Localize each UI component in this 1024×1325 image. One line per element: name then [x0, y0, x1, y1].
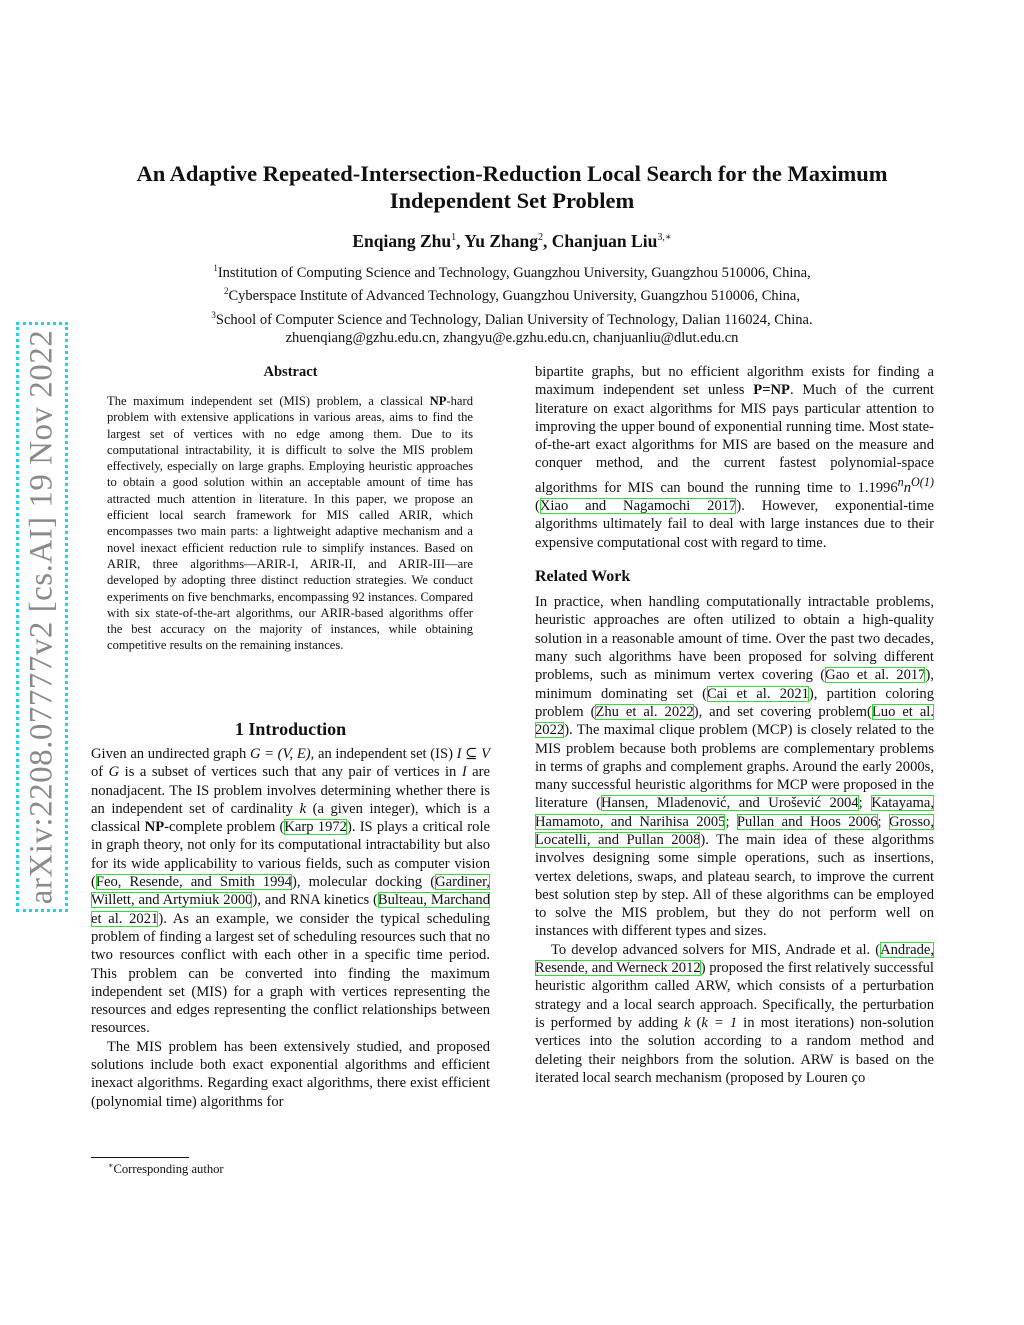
citation-link[interactable]: Bulteau, Marchand et al. 2021 [91, 892, 490, 927]
text: ), molecular docking ( [292, 874, 436, 891]
text: . Much of the current literature on exact algorithms for MIS pays particular attention to improving the upper bound of exponential running time. Most state-of-the-art exact algorithms for MIS are based on the measure and conquer method, and the current fastest polynomial-space algorithms for MIS can bound the running time to [535, 382, 934, 496]
affiliation-line [100, 259, 924, 282]
text: ( [535, 497, 540, 514]
text: are nonadjacent. The IS problem involves determining whether there is an independent set of cardinality [91, 764, 490, 817]
affiliation-line [100, 306, 924, 329]
right-column [535, 363, 934, 1087]
footnote [108, 1161, 224, 1177]
citation-link[interactable]: Gardiner, Willett, and Artymiuk 2000 [91, 874, 490, 909]
introduction-body [91, 745, 490, 1111]
arxiv-side-stamp [16, 322, 68, 912]
math-superscript: n [897, 474, 904, 489]
math: I ⊆ V [456, 746, 490, 762]
math: k [299, 800, 307, 817]
text: ; [725, 813, 737, 830]
abstract-text: -hard problem with extensive applications in various areas, aims to find the largest set of vertices with no edge among them. Due to its computational intractability, it is difficult to solve the MIS problem effectively, especially on large graphs. Employing heuristic approaches to obtain a good solution within an acceptable amount of time has attracted much attention in literature. In this paper, we propose an efficient local search framework for MIS called ARIR, which encompasses two main parts: a lightweight adaptive mechanism and a novel inexact efficient reduction rule to simplify instances. Based on ARIR, three algorithms—ARIR-I, ARIR-II, and ARIR-III—are developed by adopting three distinct reduction strategies. We conduct experiments on five benchmarks, encompassing 92 instances. Compared with six state-of-the-art algorithms, our ARIR-based algorithms offer the best accuracy on the majority of instances, while obtaining competitive results on the remaining instances. [107, 394, 473, 653]
math: 1.1996 [857, 479, 898, 496]
math-superscript: O(1) [911, 474, 934, 489]
citation-link[interactable]: Luo et al. 2022 [535, 703, 934, 739]
np-term: NP [144, 819, 165, 836]
paragraph [535, 941, 934, 1087]
np-term: NP [429, 394, 447, 408]
text: ), and RNA kinetics ( [252, 892, 378, 909]
affiliations [100, 259, 924, 347]
paragraph [535, 593, 934, 941]
section-heading-introduction: 1 Introduction [234, 719, 347, 739]
citation-link[interactable]: Katayama, Hamamoto, and Narihisa 2005 [535, 795, 935, 830]
citation-link[interactable]: Feo, Resende, and Smith 1994 [95, 874, 293, 891]
author-name: Yu Zhang [464, 231, 539, 251]
text: ). The maximal clique problem (MCP) is closely related to the MIS problem because both problems are complementary problems in terms of graphs and complement graphs. Around the early 2000s, many successful heuristic algorithms for MCP were proposed in the literature ( [535, 722, 934, 812]
citation-link[interactable]: Andrade, Resende, and Werneck 2012 [535, 941, 934, 977]
author-list: Enqiang Zhu$^1$, Yu Zhang$^2$, Chanjuan Liu$^{3,∗}$ [352, 231, 672, 251]
affiliation-line [100, 282, 924, 305]
text: -complete problem ( [164, 819, 285, 836]
affil-text: Institution of Computing Science and Technology, Guangzhou University, Guangzhou 510006, China, [217, 264, 811, 281]
text: Given an undirected graph [91, 746, 250, 762]
text: ; [858, 795, 872, 812]
text: (a given integer), which is a classical [91, 800, 491, 836]
citation-link[interactable]: Zhu et al. 2022 [595, 703, 694, 720]
text: of [91, 764, 109, 781]
affil-mark: 2 [224, 286, 229, 297]
math: G = (V, E) [249, 746, 311, 762]
author-name: Chanjuan Liu [551, 231, 658, 251]
abstract-text: The maximum independent set (MIS) problem, a classical [107, 394, 430, 408]
citation-link[interactable]: Gao et al. 2017 [825, 667, 926, 684]
text: ), minimum dominating set ( [535, 667, 934, 702]
citation-link[interactable]: Grosso, Locatelli, and Pullan 2008 [535, 813, 934, 848]
footnote-mark: ∗ [108, 1161, 114, 1170]
text: bipartite graphs, but no efficient algorithm exists for finding a maximum independent set unless [535, 364, 934, 399]
text: ). As an example, we consider the typical scheduling problem of finding a largest set of scheduling resources such that no two resources conflict with each other in a specific time period. This problem can be converted into finding the maximum independent set (MIS) for a graph with vertices representing the resources and edges representing the conflict relationships between resources. [91, 910, 490, 1037]
subsection-heading-related-work: Related Work [535, 567, 631, 585]
citation-link[interactable]: Hansen, Mladenović, and Urošević 2004 [601, 795, 859, 812]
text: in most iterations) non-solution vertices into the solution according to a random method and deleting their neighbors from the solution. ARW is based on the iterated local search mechanism (proposed by Louren ço [535, 1014, 934, 1086]
author-name: Enqiang Zhu [352, 231, 452, 251]
math: k [684, 1014, 691, 1031]
paper-title: An Adaptive Repeated-Intersection-Reduction Local Search for the Maximum Independent Set Problem [136, 161, 888, 213]
text: ; [877, 813, 889, 830]
paragraph [535, 363, 934, 552]
citation-link[interactable]: Cai et al. 2021 [707, 685, 809, 702]
paragraph [91, 745, 490, 1038]
affil-mark: 1 [213, 263, 218, 273]
footnote-text: Corresponding author [113, 1162, 224, 1177]
text: ) proposed the first relatively successful heuristic algorithm called ARW, which consists of a perturbation strategy and a local search approach. Specifically, the perturbation is performed by adding [535, 960, 934, 1031]
text: In practice, when handling computationally intractable problems, heuristic approaches are often utilized to obtain a high-quality solution in a reasonable amount of time. Over the past two decades, many such algorithms have been proposed for solving different problems, such as minimum vertex covering ( [535, 594, 934, 684]
abstract-body [107, 393, 473, 654]
affil-mark: 3 [211, 309, 216, 320]
text: ), and set covering problem( [693, 703, 872, 720]
text: ), partition coloring problem ( [535, 685, 934, 720]
math: I [461, 764, 467, 781]
author-emails: zhuenqiang@gzhu.edu.cn, zhangyu@e.gzhu.edu.cn, chanjuanliu@dlut.edu.cn [285, 329, 739, 346]
abstract-heading: Abstract [263, 364, 318, 380]
citation-link[interactable]: Pullan and Hoos 2006 [736, 813, 878, 830]
arxiv-identifier: arXiv:2208.07777v2 [cs.AI] 19 Nov 2022 [23, 329, 60, 905]
affil-text: Cyberspace Institute of Advanced Technology, Guangzhou University, Guangzhou 510006, China, [228, 288, 800, 305]
math: k = 1 [701, 1014, 738, 1031]
p-equals-np: P=NP [753, 382, 790, 399]
text: ). However, exponential-time algorithms ultimately fail to deal with large instances due to their expensive computational cost with regard to time. [535, 497, 934, 551]
footnote-rule [91, 1157, 189, 1158]
citation-link[interactable]: Xiao and Nagamochi 2017 [539, 497, 737, 514]
text: is a subset of vertices such that any pair of vertices in [119, 764, 462, 781]
author-affil-mark: 3,∗ [657, 232, 672, 244]
math: n [903, 479, 912, 496]
paragraph: The MIS problem has been extensively studied, and proposed solutions include both exact exponential algorithms and efficient inexact algorithms. Regarding exact algorithms, there exist efficient (polynomial time) algorithms for [91, 1038, 490, 1110]
affil-text: School of Computer Science and Technology, Dalian University of Technology, Dalian 116024, China. [215, 311, 813, 328]
math: G [108, 764, 120, 781]
text: , an independent set (IS) [310, 746, 457, 762]
text: ). The main idea of these algorithms involves designing some simple operations, such as insertions, vertex deletions, swaps, and plateau search, to improve the current best solution step by step. All of these algorithms can be employed to solve the MIS problem, but they do not perform well on instances with different types and sizes. [535, 831, 934, 940]
text: To develop advanced solvers for MIS, Andrade et al. ( [551, 941, 881, 958]
citation-link[interactable]: Karp 1972 [284, 819, 347, 836]
text: ( [690, 1014, 702, 1031]
author-affil-mark: 1 [451, 232, 457, 244]
author-affil-mark: 2 [538, 232, 544, 244]
text: ). IS plays a critical role in graph theory, not only for its computational intractability but also for its wide applicability to various fields, such as computer vision ( [91, 819, 490, 891]
